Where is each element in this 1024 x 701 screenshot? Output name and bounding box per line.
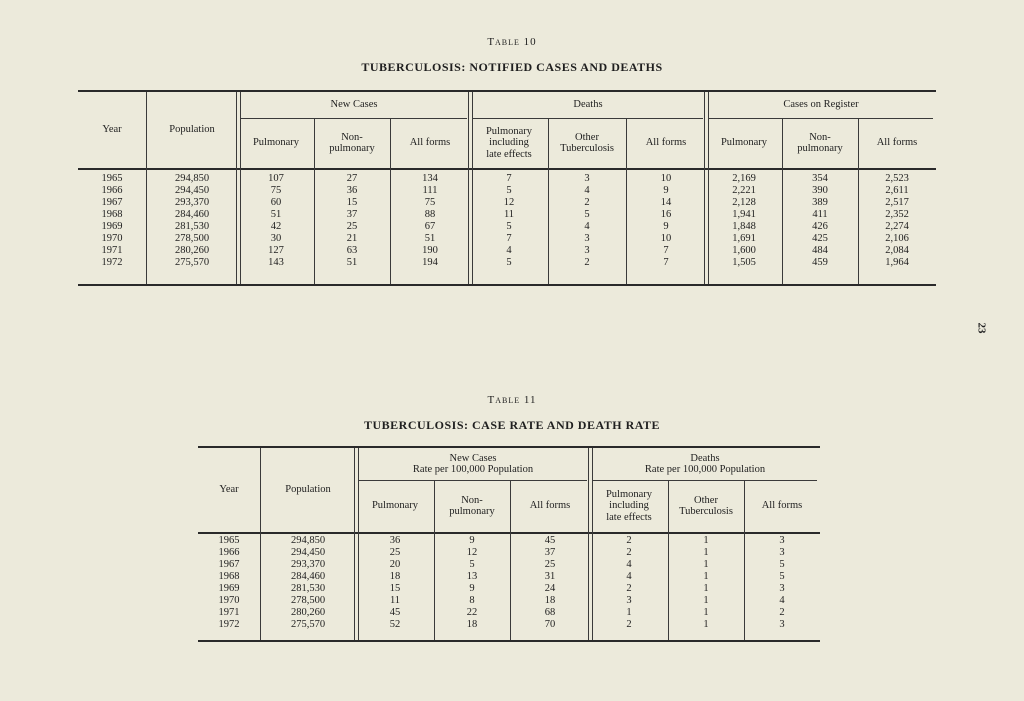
header-rule [78,168,936,170]
value-cell: 1 [703,559,709,570]
column-divider [626,118,627,284]
table-10-title: TUBERCULOSIS: NOTIFIED CASES AND DEATHS [361,60,663,74]
value-cell: 278,500 [290,595,326,606]
value-cell: 7 [663,257,669,268]
value-cell: 1 [703,595,709,606]
value-cell: 284,460 [290,571,326,582]
value-cell: 1 [626,607,632,618]
value-cell: 1 [703,619,709,630]
column-divider [782,118,783,284]
column-header: Population [285,484,331,496]
year-cell: 1965 [218,535,240,546]
value-cell: 390 [812,185,828,196]
value-cell: 9 [469,583,475,594]
value-cell: 2 [626,619,632,630]
value-cell: 111 [422,185,438,196]
column-header: Non- pulmonary [329,131,375,154]
value-cell: 7 [663,245,669,256]
year-cell: 1971 [218,607,240,618]
value-cell: 3 [779,547,785,558]
value-cell: 4 [584,221,590,232]
value-cell: 18 [544,595,556,606]
value-cell: 5 [506,185,512,196]
column-divider [468,92,473,284]
value-cell: 294,850 [174,173,210,184]
year-cell: 1969 [101,221,123,232]
column-divider [434,480,435,640]
value-cell: 3 [779,535,785,546]
value-cell: 2,128 [732,197,756,208]
value-cell: 70 [544,619,556,630]
value-cell: 75 [270,185,282,196]
value-cell: 294,450 [174,185,210,196]
column-divider [146,92,147,284]
year-cell: 1969 [218,583,240,594]
value-cell: 30 [270,233,282,244]
value-cell: 2,106 [885,233,909,244]
value-cell: 8 [469,595,475,606]
column-divider [314,118,315,284]
column-divider [704,92,709,284]
column-header: Pulmonary including late effects [605,488,653,523]
column-header: Other Tuberculosis [679,494,733,517]
value-cell: 2 [626,583,632,594]
value-cell: 27 [346,173,358,184]
year-cell: 1970 [218,595,240,606]
value-cell: 10 [660,233,672,244]
value-cell: 60 [270,197,282,208]
value-cell: 280,260 [290,607,326,618]
value-cell: 25 [346,221,358,232]
value-cell: 37 [346,209,358,220]
value-cell: 1,691 [732,233,756,244]
value-cell: 45 [544,535,556,546]
value-cell: 2,084 [885,245,909,256]
value-cell: 24 [544,583,556,594]
column-divider [510,480,511,640]
value-cell: 9 [469,535,475,546]
value-cell: 389 [812,197,828,208]
year-cell: 1970 [101,233,123,244]
value-cell: 3 [626,595,632,606]
value-cell: 2,169 [732,173,756,184]
value-cell: 1 [703,607,709,618]
column-divider [744,480,745,640]
value-cell: 4 [584,185,590,196]
value-cell: 7 [506,233,512,244]
column-header: All forms [876,137,918,149]
value-cell: 5 [506,257,512,268]
year-cell: 1971 [101,245,123,256]
value-cell: 42 [270,221,282,232]
value-cell: 67 [424,221,436,232]
value-cell: 9 [663,221,669,232]
value-cell: 18 [389,571,401,582]
value-cell: 4 [626,559,632,570]
value-cell: 2,274 [885,221,909,232]
column-divider [588,448,593,640]
value-cell: 354 [812,173,828,184]
value-cell: 275,570 [174,257,210,268]
value-cell: 22 [466,607,478,618]
value-cell: 5 [469,559,475,570]
value-cell: 278,500 [174,233,210,244]
value-cell: 25 [544,559,556,570]
value-cell: 11 [389,595,401,606]
value-cell: 484 [812,245,828,256]
value-cell: 15 [346,197,358,208]
group-header: New Cases Rate per 100,000 Population [412,452,534,475]
value-cell: 2 [779,607,785,618]
value-cell: 1 [703,583,709,594]
column-header: Population [169,124,215,136]
value-cell: 2,221 [732,185,756,196]
value-cell: 51 [270,209,282,220]
value-cell: 2,517 [885,197,909,208]
value-cell: 107 [268,173,284,184]
column-header: Non- pulmonary [797,131,843,154]
value-cell: 25 [389,547,401,558]
value-cell: 75 [424,197,436,208]
value-cell: 36 [389,535,401,546]
column-header: Non- pulmonary [449,494,495,517]
value-cell: 1,505 [732,257,756,268]
column-header: Other Tuberculosis [560,131,614,154]
value-cell: 3 [584,233,590,244]
value-cell: 18 [466,619,478,630]
year-cell: 1972 [101,257,123,268]
table-10 [78,90,936,286]
column-header: Year [219,484,239,496]
value-cell: 7 [506,173,512,184]
year-cell: 1967 [218,559,240,570]
value-cell: 2 [584,257,590,268]
value-cell: 294,450 [290,547,326,558]
value-cell: 3 [584,245,590,256]
value-cell: 21 [346,233,358,244]
column-header: Pulmonary [371,500,419,512]
year-cell: 1966 [218,547,240,558]
value-cell: 15 [389,583,401,594]
value-cell: 52 [389,619,401,630]
value-cell: 63 [346,245,358,256]
value-cell: 127 [268,245,284,256]
value-cell: 3 [779,619,785,630]
year-cell: 1968 [101,209,123,220]
value-cell: 16 [660,209,672,220]
column-header: Pulmonary [252,137,300,149]
value-cell: 280,260 [174,245,210,256]
value-cell: 293,370 [290,559,326,570]
year-cell: 1967 [101,197,123,208]
value-cell: 5 [779,559,785,570]
column-divider [668,480,669,640]
value-cell: 4 [779,595,785,606]
value-cell: 143 [268,257,284,268]
value-cell: 459 [812,257,828,268]
column-divider [354,448,359,640]
column-divider [236,92,241,284]
value-cell: 3 [584,173,590,184]
value-cell: 281,530 [290,583,326,594]
year-cell: 1965 [101,173,123,184]
column-divider [548,118,549,284]
value-cell: 45 [389,607,401,618]
value-cell: 1,964 [885,257,909,268]
value-cell: 3 [779,583,785,594]
value-cell: 1,848 [732,221,756,232]
value-cell: 4 [626,571,632,582]
group-header: New Cases [330,99,378,111]
table-11-title: TUBERCULOSIS: CASE RATE AND DEATH RATE [363,418,661,432]
value-cell: 68 [544,607,556,618]
column-header: All forms [409,137,451,149]
value-cell: 284,460 [174,209,210,220]
value-cell: 12 [503,197,515,208]
value-cell: 2 [626,535,632,546]
value-cell: 2,611 [885,185,909,196]
value-cell: 294,850 [290,535,326,546]
value-cell: 37 [544,547,556,558]
value-cell: 10 [660,173,672,184]
header-rule [198,532,820,534]
value-cell: 190 [422,245,438,256]
value-cell: 2 [626,547,632,558]
page-number: 23 [975,322,988,334]
value-cell: 194 [422,257,438,268]
value-cell: 51 [424,233,436,244]
column-header: Pulmonary [720,137,768,149]
value-cell: 20 [389,559,401,570]
value-cell: 1 [703,547,709,558]
value-cell: 1,941 [732,209,756,220]
value-cell: 426 [812,221,828,232]
group-header: Deaths Rate per 100,000 Population [644,452,766,475]
value-cell: 5 [506,221,512,232]
year-cell: 1966 [101,185,123,196]
value-cell: 13 [466,571,478,582]
value-cell: 51 [346,257,358,268]
column-header: All forms [761,500,803,512]
value-cell: 411 [812,209,828,220]
value-cell: 425 [812,233,828,244]
value-cell: 2 [584,197,590,208]
value-cell: 5 [779,571,785,582]
value-cell: 9 [663,185,669,196]
value-cell: 134 [422,173,438,184]
column-divider [858,118,859,284]
value-cell: 88 [424,209,436,220]
year-cell: 1968 [218,571,240,582]
year-cell: 1972 [218,619,240,630]
value-cell: 1 [703,571,709,582]
value-cell: 293,370 [174,197,210,208]
column-header: All forms [529,500,571,512]
table-10-caption: Table 10 [487,36,537,48]
group-header: Deaths [573,99,603,111]
value-cell: 2,523 [885,173,909,184]
value-cell: 2,352 [885,209,909,220]
column-header: Pulmonary including late effects [485,125,533,160]
group-header: Cases on Register [783,99,859,111]
value-cell: 1 [703,535,709,546]
value-cell: 31 [544,571,556,582]
value-cell: 281,530 [174,221,210,232]
table-11 [198,446,820,642]
value-cell: 11 [503,209,515,220]
value-cell: 275,570 [290,619,326,630]
column-divider [260,448,261,640]
column-divider [390,118,391,284]
column-header: All forms [645,137,687,149]
value-cell: 4 [506,245,512,256]
value-cell: 12 [466,547,478,558]
value-cell: 14 [660,197,672,208]
column-header: Year [102,124,122,136]
value-cell: 5 [584,209,590,220]
value-cell: 36 [346,185,358,196]
table-11-caption: Table 11 [487,394,537,406]
value-cell: 1,600 [732,245,756,256]
